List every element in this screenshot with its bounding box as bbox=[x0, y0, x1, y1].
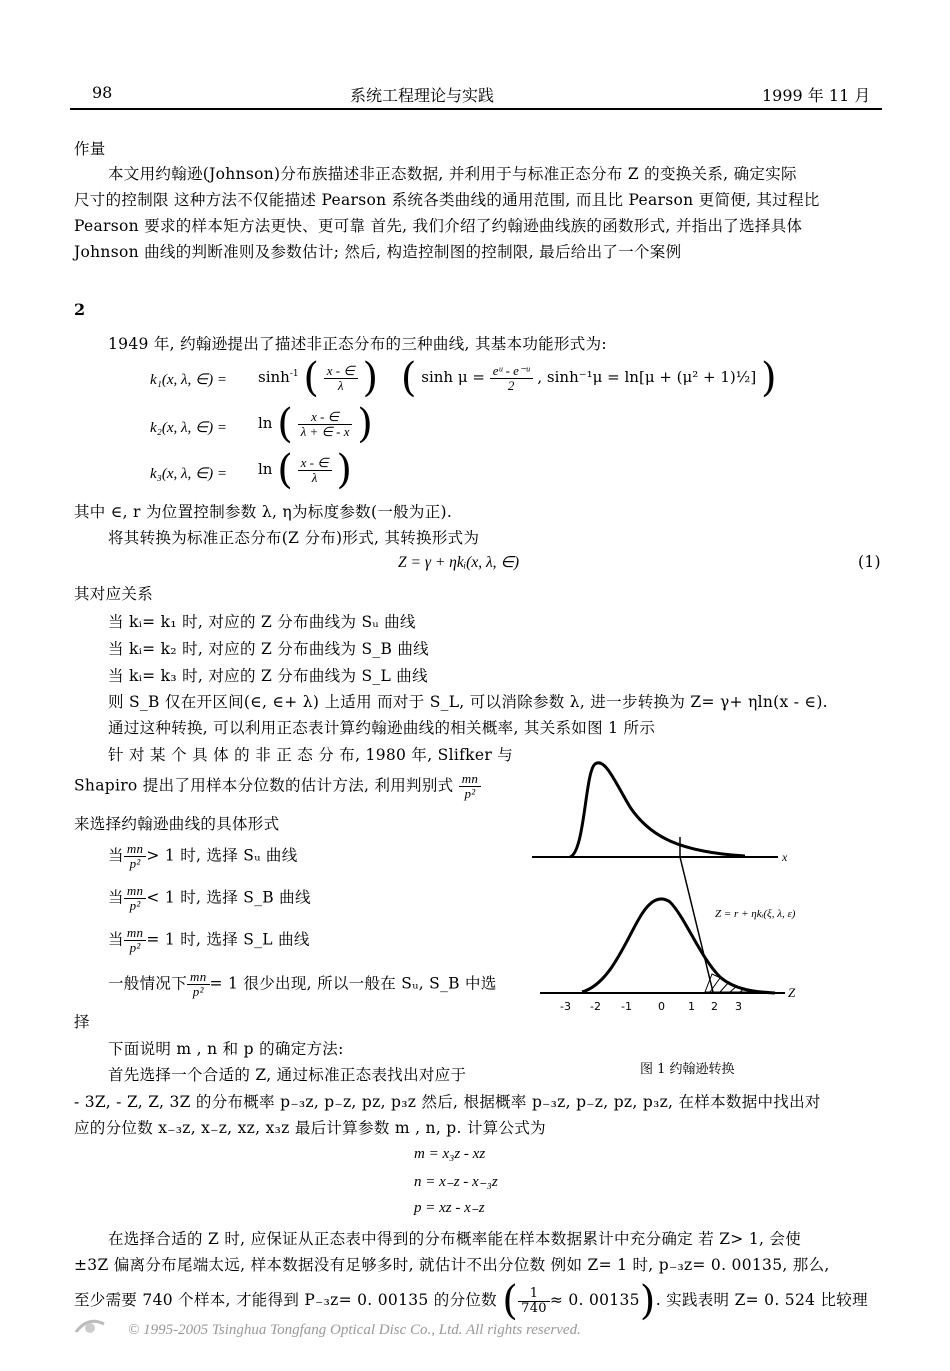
rule-sb: 当 $\frac{mn}{\text{p²}}$ < 1 时, 选择 S_B 曲线 bbox=[108, 883, 311, 913]
section-number: 2 bbox=[74, 300, 86, 319]
x-axis-label: x bbox=[782, 850, 788, 864]
header-rule bbox=[70, 108, 882, 110]
slifker-line-1: 针 对 某 个 具 体 的 非 正 态 分 布, 1980 年, Slifker 与 bbox=[108, 746, 514, 764]
journal-title: 系统工程理论与实践 bbox=[350, 86, 495, 105]
where-text: 其中 ∈, r 为位置控制参数 λ, η为标度参数(一般为正). bbox=[74, 503, 453, 521]
correspondence-heading: 其对应关系 bbox=[74, 585, 154, 603]
eq-k3-rhs: ln ( $\frac{x - \in}{\lambda}$ ) bbox=[258, 447, 352, 493]
slifker-line-2: Shapiro 提出了用样本分位数的估计方法, 利用判别式 $\frac{mn}{\text{p²}}$ bbox=[74, 772, 481, 801]
eq-k2-lhs: k₂(x, λ, ∈) = bbox=[150, 420, 227, 436]
method-line-1: 首先选择一个合适的 Z, 通过标准正态表找出对应于 bbox=[108, 1066, 467, 1084]
formula-p: p = xz - x₋z bbox=[414, 1200, 485, 1216]
figure-caption: 图 1 约翰逊转换 bbox=[640, 1062, 735, 1077]
tick-label: -3 bbox=[560, 1000, 571, 1013]
intro-line-1: 作量 bbox=[74, 140, 106, 158]
last-paragraph-2: ±3Z 偏离分布尾端太远, 样本数据没有足够多时, 就估计不出分位数 例如 Z= 1 时, p₋₃z= 0. 00135, 那么, bbox=[74, 1256, 830, 1274]
copyright-notice: © 1995-2005 Tsinghua Tongfang Optical Disc Co., Ltd. All rights reserved. bbox=[128, 1322, 581, 1338]
skewed-distribution-curve bbox=[570, 763, 745, 857]
rule-su: 当 $\frac{mn}{\text{p²}}$ > 1 时, 选择 Sᵤ 曲线 bbox=[108, 841, 298, 871]
case-sb: 当 kᵢ= k₂ 时, 对应的 Z 分布曲线为 S_B 曲线 bbox=[108, 640, 429, 658]
page-number: 98 bbox=[92, 83, 113, 102]
tick-label: 1 bbox=[688, 1000, 695, 1013]
equation-1: Z = γ + ηkᵢ(x, λ, ∈) bbox=[398, 554, 520, 571]
last-paragraph-3: 至少需要 740 个样本, 才能得到 P₋₃z= 0. 00135 的分位数 ( $\frac{1}{740}$ ≈ 0. 00135). 实践表明 Z= 0. 524 比较理 bbox=[74, 1278, 868, 1324]
tick-label: -1 bbox=[621, 1000, 632, 1013]
z-axis-label: Z bbox=[788, 985, 796, 1000]
case-sl: 当 kᵢ= k₃ 时, 对应的 Z 分布曲线为 S_L 曲线 bbox=[108, 667, 428, 685]
johnson-transform-figure bbox=[530, 752, 860, 1022]
eq-k1-rhs: $\sinh^{-1}$ ( $\frac{x - \in}{\lambda}$ ) ( sinh μ = $\frac{\text{eᵘ - e⁻ᵘ}}{2}$ , sinh⁻¹μ = ln[μ + (μ² + 1)½] ) bbox=[258, 355, 777, 401]
intro-line-2: 本文用约翰逊(Johnson)分布族描述非正态数据, 并利用于与标准正态分布 Z 的变换关系, 确定实际 bbox=[108, 165, 797, 183]
last-paragraph-1: 在选择合适的 Z 时, 应保证从正态表中得到的分布概率能在样本数据累计中充分确定 若 Z> 1, 会使 bbox=[108, 1230, 802, 1248]
tick-label: 2 bbox=[711, 1000, 718, 1013]
transform-relation: Z = r + ηkᵢ(ξ, λ, ε) bbox=[715, 908, 796, 920]
case-su: 当 kᵢ= k₁ 时, 对应的 Z 分布曲线为 Sᵤ 曲线 bbox=[108, 613, 416, 631]
formula-m: m = x₃z - xz bbox=[414, 1146, 486, 1162]
method-line-3: 应的分位数 x₋₃z, x₋z, xz, x₃z 最后计算参数 m , n, p. 计算公式为 bbox=[74, 1119, 546, 1137]
note-sb: 则 S_B 仅在开区间(∈, ∈+ λ) 上适用 而对于 S_L, 可以消除参数 λ, 进一步转换为 Z= γ+ ηln(x - ∈). bbox=[108, 693, 828, 711]
slifker-line-3: 来选择约翰逊曲线的具体形式 bbox=[74, 815, 280, 833]
publisher-logo-icon bbox=[70, 1312, 110, 1342]
equation-1-number: (1) bbox=[858, 553, 881, 571]
eq-k3-lhs: k₃(x, λ, ∈) = bbox=[150, 466, 227, 482]
section-paragraph-1: 1949 年, 约翰逊提出了描述非正态分布的三种曲线, 其基本功能形式为: bbox=[108, 335, 607, 353]
intro-line-3: 尺寸的控制限 这种方法不仅能描述 Pearson 系统各类曲线的通用范围, 而且比 Pearson 更简便, 其过程比 bbox=[74, 191, 820, 209]
method-line-2: - 3Z, - Z, Z, 3Z 的分布概率 p₋₃z, p₋z, pz, p₃z 然后, 根据概率 p₋₃z, p₋z, pz, p₃z, 在样本数据中找出对 bbox=[74, 1093, 821, 1111]
tick-label: 3 bbox=[735, 1000, 742, 1013]
eq-k1-lhs: k₁(x, λ, ∈) = bbox=[150, 372, 227, 388]
general-case: 一般情况下 $\frac{mn}{\text{p²}}$ = 1 很少出现, 所以一般在 Sᵤ, S_B 中选 bbox=[108, 969, 497, 999]
intro-line-5: Johnson 曲线的判断准则及参数估计; 然后, 构造控制图的控制限, 最后给出了一个案例 bbox=[74, 243, 682, 261]
method-intro: 下面说明 m , n 和 p 的确定方法: bbox=[108, 1040, 344, 1058]
intro-line-4: Pearson 要求的样本矩方法更快、更可靠 首先, 我们介绍了约翰逊曲线族的函数形式, 并指出了选择具体 bbox=[74, 217, 803, 235]
note-table: 通过这种转换, 可以利用正态表计算约翰逊曲线的相关概率, 其关系如图 1 所示 bbox=[108, 719, 656, 737]
rule-sl: 当 $\frac{mn}{\text{p²}}$ = 1 时, 选择 S_L 曲线 bbox=[108, 925, 310, 955]
transform-intro: 将其转换为标准正态分布(Z 分布)形式, 其转换形式为 bbox=[108, 529, 480, 547]
z-axis-ticks bbox=[560, 1000, 742, 1013]
tick-label: 0 bbox=[658, 1000, 665, 1013]
tick-label: -2 bbox=[590, 1000, 601, 1013]
general-case-end: 择 bbox=[74, 1013, 90, 1031]
eq-k2-rhs: ln ( $\frac{x - \in}{\lambda + \in - x}$ ) bbox=[258, 401, 373, 447]
formula-n: n = x₋z - x₋₃z bbox=[414, 1174, 498, 1190]
issue-date: 1999 年 11 月 bbox=[762, 86, 871, 105]
